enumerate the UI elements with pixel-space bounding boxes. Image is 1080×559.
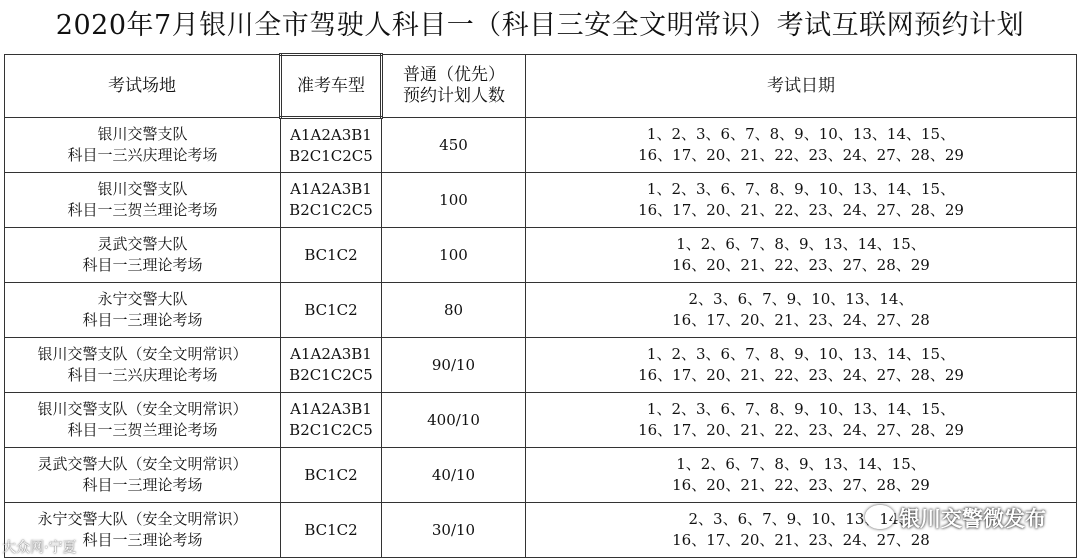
- source-logo: 大众网·宁夏: [2, 540, 77, 556]
- dates-cell: 1、2、3、6、7、8、9、10、13、14、15、 16、17、20、21、22、23、24、27、28、29: [526, 338, 1077, 393]
- car-type-cell: BC1C2: [281, 448, 382, 503]
- venue-cell: 永宁交警大队 科目一三理论考场: [5, 283, 281, 338]
- quota-cell: 40/10: [382, 448, 526, 503]
- venue-cell: 银川交警支队 科目一三贺兰理论考场: [5, 173, 281, 228]
- venue-cell: 灵武交警大队 科目一三理论考场: [5, 228, 281, 283]
- venue-cell: 银川交警支队 科目一三兴庆理论考场: [5, 118, 281, 173]
- quota-cell: 80: [382, 283, 526, 338]
- header-venue: 考试场地: [5, 55, 281, 118]
- car-type-cell: BC1C2: [281, 503, 382, 558]
- table-row: [5, 393, 1077, 448]
- quota-cell: 450: [382, 118, 526, 173]
- venue-cell: 永宁交警大队（安全文明常识） 科目一三理论考场: [5, 503, 281, 558]
- car-type-cell: BC1C2: [281, 228, 382, 283]
- quota-cell: 400/10: [382, 393, 526, 448]
- venue-cell: 银川交警支队（安全文明常识） 科目一三兴庆理论考场: [5, 338, 281, 393]
- quota-cell: 30/10: [382, 503, 526, 558]
- venue-cell: 灵武交警大队（安全文明常识） 科目一三理论考场: [5, 448, 281, 503]
- car-type-cell: A1A2A3B1 B2C1C2C5: [281, 118, 382, 173]
- car-type-cell: A1A2A3B1 B2C1C2C5: [281, 338, 382, 393]
- header-car-type: 准考车型: [281, 55, 382, 118]
- car-type-cell: A1A2A3B1 B2C1C2C5: [281, 393, 382, 448]
- car-type-cell: A1A2A3B1 B2C1C2C5: [281, 173, 382, 228]
- dates-cell: 1、2、6、7、8、9、13、14、15、 16、20、21、22、23、27、28、29: [526, 228, 1077, 283]
- dates-cell: 1、2、3、6、7、8、9、10、13、14、15、 16、17、20、21、22、23、24、27、28、29: [526, 118, 1077, 173]
- table-row: [5, 118, 1077, 173]
- watermark: [865, 503, 1046, 533]
- dates-cell: 1、2、6、7、8、9、13、14、15、 16、20、21、22、23、27、28、29: [526, 448, 1077, 503]
- dates-cell: 1、2、3、6、7、8、9、10、13、14、15、 16、17、20、21、22、23、24、27、28、29: [526, 393, 1077, 448]
- dates-cell: 2、3、6、7、9、10、13、14、 16、17、20、21、23、24、27、28: [526, 503, 1077, 558]
- quota-cell: 100: [382, 173, 526, 228]
- header-quota: 普通（优先） 预约计划人数: [382, 55, 526, 118]
- exam-schedule-table: [4, 53, 1077, 558]
- table-row: [5, 173, 1077, 228]
- wechat-icon: [865, 505, 895, 529]
- header-dates: 考试日期: [526, 55, 1077, 118]
- quota-cell: 100: [382, 228, 526, 283]
- watermark-text: 银川交警微发布: [899, 507, 1046, 531]
- car-type-cell: BC1C2: [281, 283, 382, 338]
- page-title: 2020年7月银川全市驾驶人科目一（科目三安全文明常识）考试互联网预约计划: [55, 10, 1025, 41]
- venue-cell: 银川交警支队（安全文明常识） 科目一三贺兰理论考场: [5, 393, 281, 448]
- table-row: [5, 283, 1077, 338]
- dates-cell: 1、2、3、6、7、8、9、10、13、14、15、 16、17、20、21、22、23、24、27、28、29: [526, 173, 1077, 228]
- header-row: [5, 55, 1077, 118]
- dates-cell: 2、3、6、7、9、10、13、14、 16、17、20、21、23、24、27、28: [526, 283, 1077, 338]
- table-row: [5, 228, 1077, 283]
- table-row: [5, 338, 1077, 393]
- quota-cell: 90/10: [382, 338, 526, 393]
- table-row: [5, 448, 1077, 503]
